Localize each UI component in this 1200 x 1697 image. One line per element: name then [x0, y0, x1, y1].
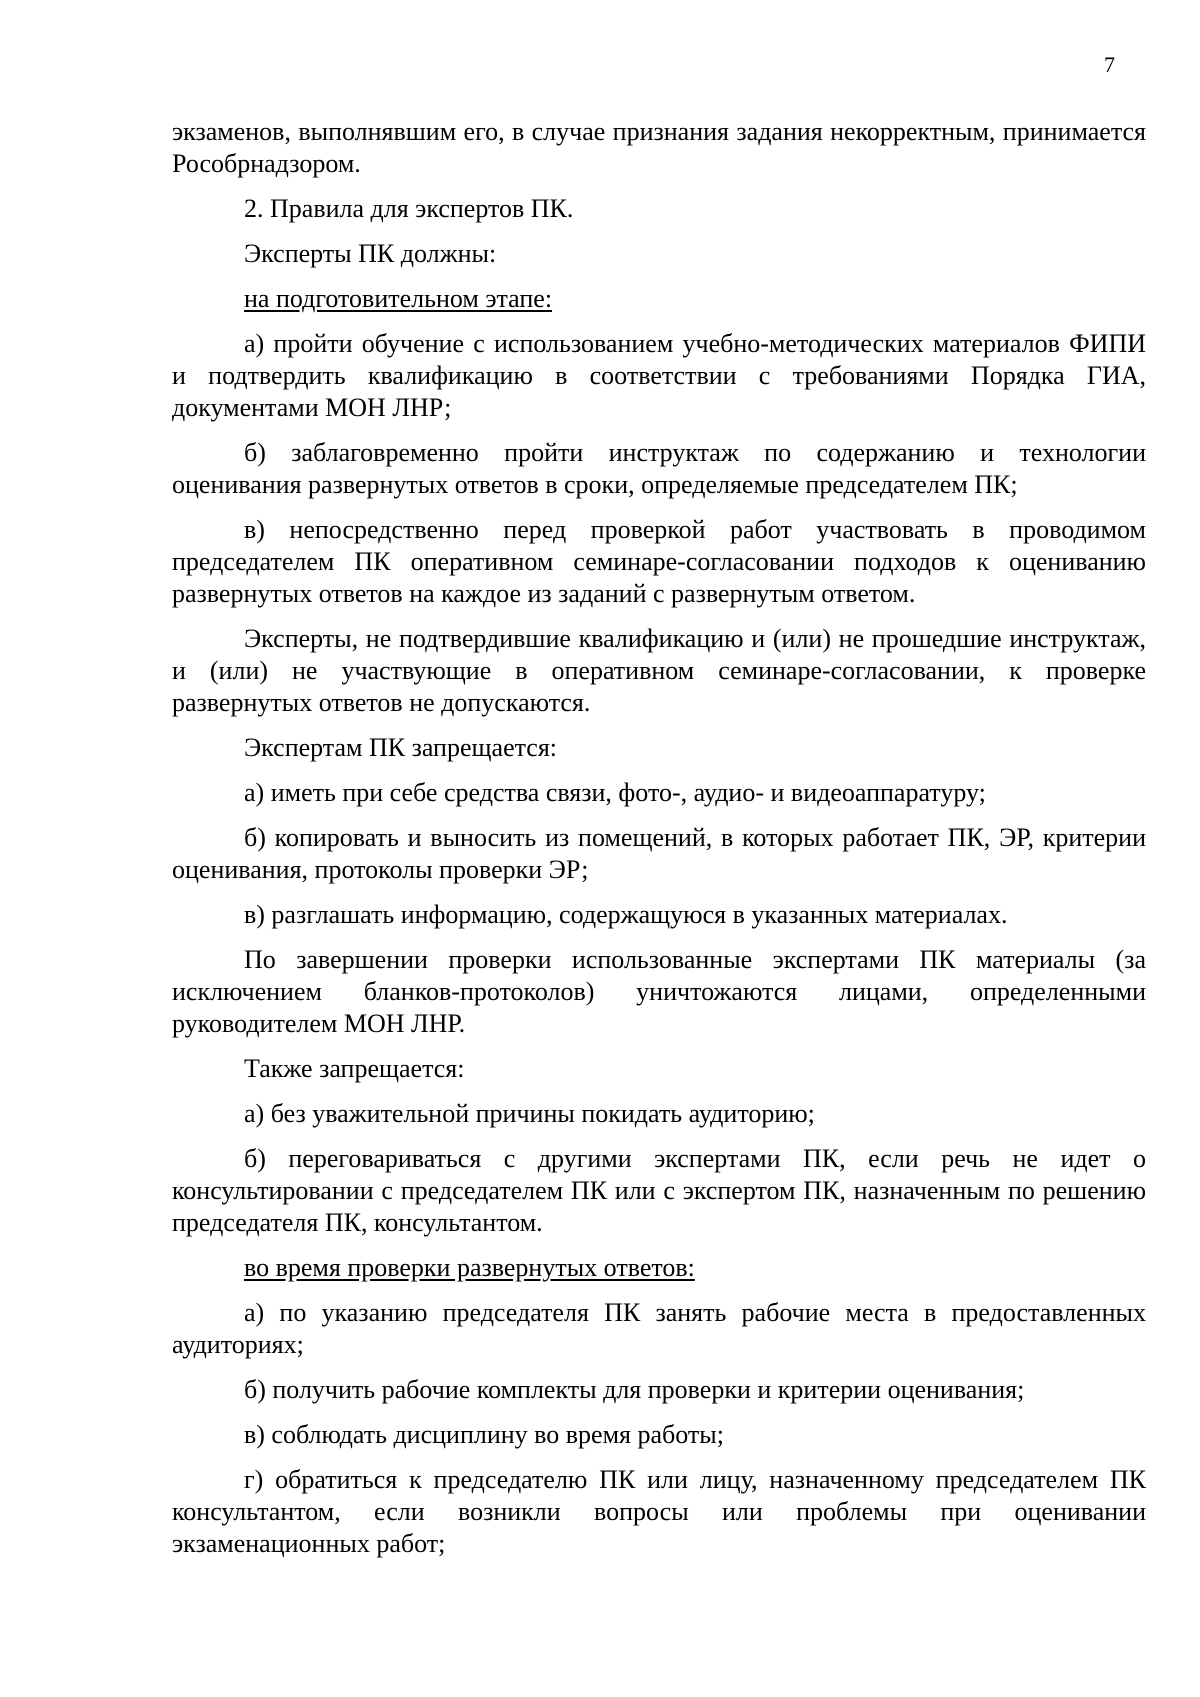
list-item: в) непосредственно перед проверкой работ участвовать в проводимом председателем ПК оперативном семинаре-согласовании подходов к оцениванию развернутых ответов на каждое из заданий с развернутым ответом. — [172, 515, 1146, 608]
paragraph: Экспертам ПК запрещается: — [244, 733, 558, 762]
list-item: а) пройти обучение с использованием учебно-методических материалов ФИПИ и подтвердить квалификацию в соответствии с требованиями Порядка ГИА, документами МОН ЛНР; — [172, 329, 1146, 422]
list-item: а) по указанию председателя ПК занять рабочие места в предоставленных аудиториях; — [172, 1298, 1146, 1359]
paragraph: Также запрещается: — [244, 1054, 465, 1083]
list-item: б) копировать и выносить из помещений, в которых работает ПК, ЭР, критерии оценивания, протоколы проверки ЭР; — [172, 823, 1146, 884]
list-item: б) получить рабочие комплекты для проверки и критерии оценивания; — [244, 1375, 1025, 1404]
list-item: в) разглашать информацию, содержащуюся в указанных материалах. — [244, 900, 1008, 929]
subheading-during-review — [172, 1252, 1146, 1284]
list-item: г) обратиться к председателю ПК или лицу, назначенному председателем ПК консультантом, если возникли вопросы или проблемы при оценивании экзаменационных работ; — [172, 1465, 1146, 1558]
list-item: а) иметь при себе средства связи, фото-, аудио- и видеоаппаратуру; — [244, 778, 986, 807]
underlined-heading-text: на подготовительном этапе: — [244, 284, 553, 313]
page-number: 7 — [1104, 52, 1115, 77]
paragraph: Эксперты, не подтвердившие квалификацию и (или) не прошедшие инструктаж, и (или) не участвующие в оперативном семинаре-согласовании, к проверке развернутых ответов не допускаются. — [172, 624, 1146, 717]
underlined-heading-text: во время проверки развернутых ответов: — [244, 1253, 695, 1282]
subheading-preparatory-stage — [172, 283, 1146, 315]
paragraph: По завершении проверки использованные экспертами ПК материалы (за исключением бланков-протоколов) уничтожаются лицами, определенными руководителем МОН ЛНР. — [172, 945, 1146, 1038]
paragraph: Эксперты ПК должны: — [244, 239, 497, 268]
document-body — [172, 116, 1146, 1573]
list-item: а) без уважительной причины покидать аудиторию; — [244, 1099, 815, 1128]
paragraph-continuation: экзаменов, выполнявшим его, в случае признания задания некорректным, принимается Рособрнадзором. — [172, 117, 1146, 178]
list-item: б) переговариваться с другими экспертами ПК, если речь не идет о консультировании с председателем ПК или с экспертом ПК, назначенным по решению председателя ПК, консультантом. — [172, 1144, 1146, 1237]
section-heading: 2. Правила для экспертов ПК. — [244, 194, 574, 223]
list-item: б) заблаговременно пройти инструктаж по содержанию и технологии оценивания развернутых ответов в сроки, определяемые председателем ПК; — [172, 438, 1146, 499]
list-item: в) соблюдать дисциплину во время работы; — [244, 1420, 724, 1449]
